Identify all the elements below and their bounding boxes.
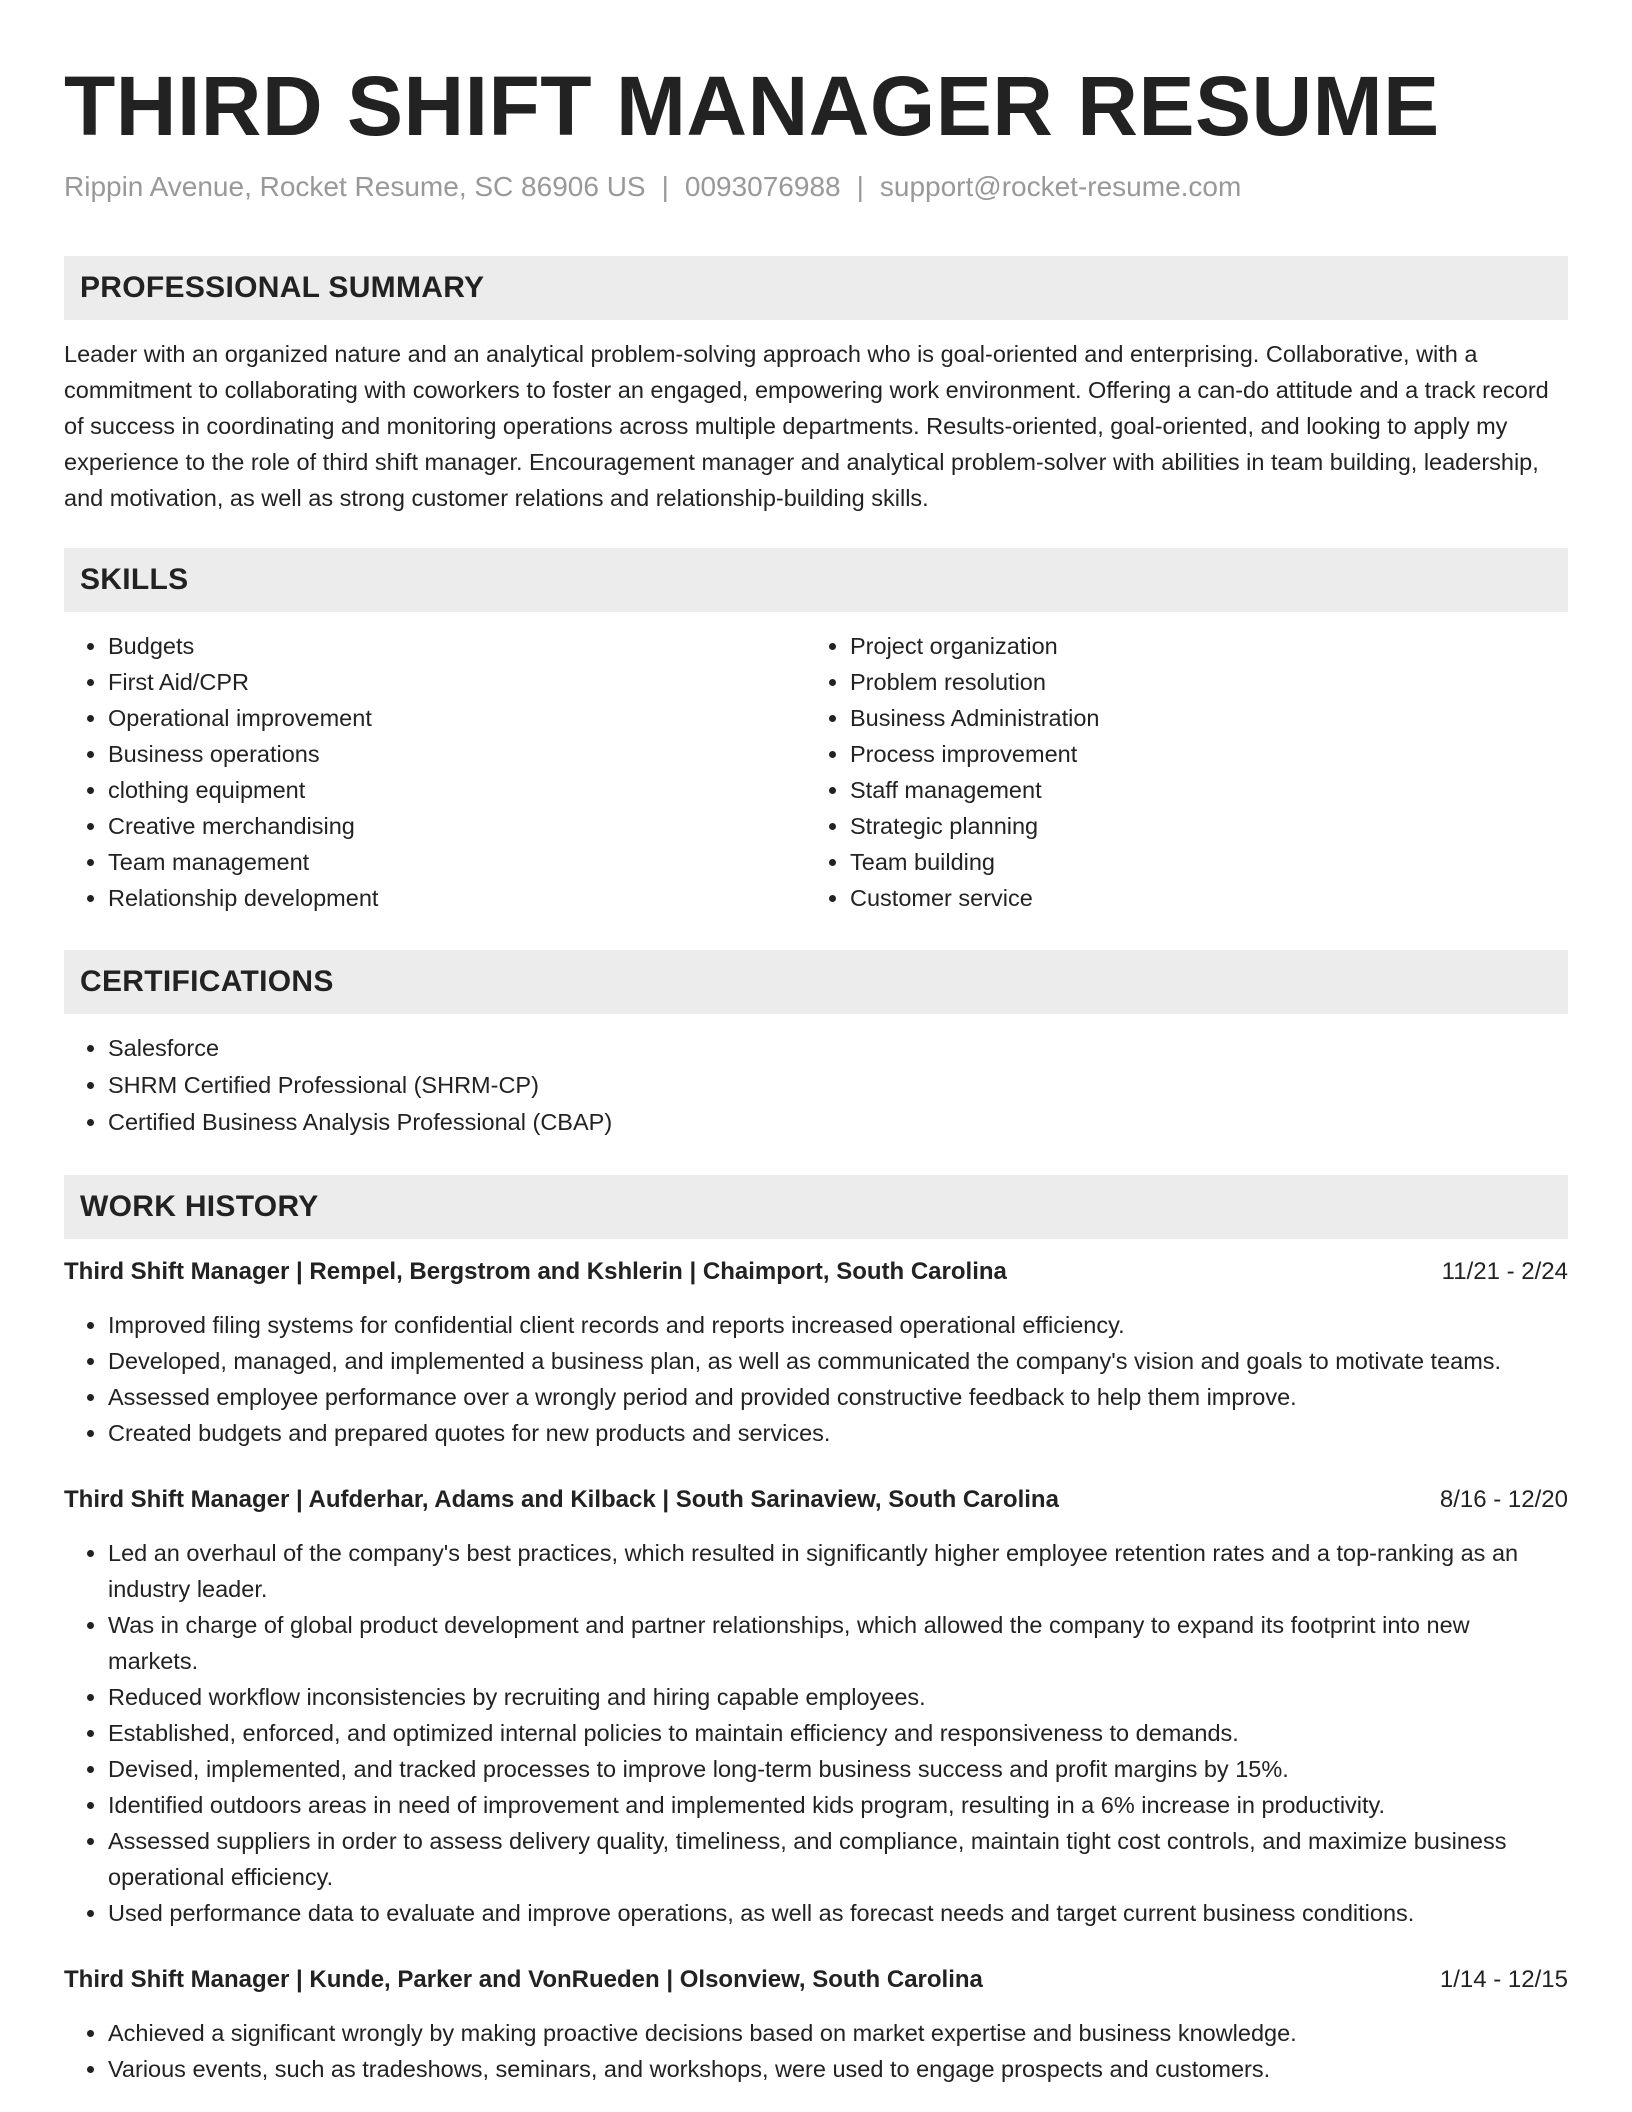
skills-column-right xyxy=(806,628,1548,916)
job-title: Third Shift Manager | Kunde, Parker and VonRueden | Olsonview, South Carolina xyxy=(64,1966,983,1993)
skill-item: • Staff management xyxy=(850,772,1548,808)
job-bullet-list xyxy=(64,1307,1568,1451)
contact-address: Rippin Avenue, Rocket Resume, SC 86906 US xyxy=(64,171,646,202)
skill-item: • First Aid/CPR xyxy=(108,664,806,700)
contact-separator: | xyxy=(661,171,669,202)
resume-title: THIRD SHIFT MANAGER RESUME xyxy=(64,59,1440,153)
certification-item: • Certified Business Analysis Professional (CBAP) xyxy=(108,1104,1568,1141)
job-bullet: • Improved filing systems for confidential client records and reports increased operational efficiency. xyxy=(108,1307,1568,1343)
job-title: Third Shift Manager | Aufderhar, Adams and Kilback | South Sarinaview, South Carolina xyxy=(64,1486,1059,1513)
job-bullet: • Reduced workflow inconsistencies by recruiting and hiring capable employees. xyxy=(108,1679,1568,1715)
section-heading-skills: SKILLS xyxy=(64,548,1568,612)
contact-line xyxy=(64,170,1568,204)
job-entry xyxy=(64,1483,1568,1931)
job-bullet: • Devised, implemented, and tracked processes to improve long-term business success and profit margins by 15%. xyxy=(108,1751,1568,1787)
job-bullet: • Identified outdoors areas in need of improvement and implemented kids program, resulting in a 6% increase in productivity. xyxy=(108,1787,1568,1823)
section-heading-summary: PROFESSIONAL SUMMARY xyxy=(64,256,1568,320)
skill-item: • Team building xyxy=(850,844,1548,880)
professional-summary-section xyxy=(64,256,1568,516)
job-bullet: • Used performance data to evaluate and improve operations, as well as forecast needs and target current business conditions. xyxy=(108,1895,1568,1931)
contact-phone: 0093076988 xyxy=(684,171,841,202)
job-bullet: • Was in charge of global product development and partner relationships, which allowed the company to expand its footprint into new markets. xyxy=(108,1607,1568,1679)
skill-item: • Relationship development xyxy=(108,880,806,916)
job-entry xyxy=(64,1963,1568,2087)
job-bullet: • Developed, managed, and implemented a business plan, as well as communicated the company's vision and goals to motivate teams. xyxy=(108,1343,1568,1379)
job-bullet: • Led an overhaul of the company's best practices, which resulted in significantly higher employee retention rates and a top-ranking as an industry leader. xyxy=(108,1535,1568,1607)
certifications-section xyxy=(64,950,1568,1141)
job-bullet: • Established, enforced, and optimized internal policies to maintain efficiency and responsiveness to demands. xyxy=(108,1715,1568,1751)
skill-item: • Process improvement xyxy=(850,736,1548,772)
skills-list-right xyxy=(806,628,1548,916)
job-bullet: • Various events, such as tradeshows, seminars, and workshops, were used to engage prospects and customers. xyxy=(108,2051,1568,2087)
skill-item: • Business Administration xyxy=(850,700,1548,736)
skills-list-left xyxy=(64,628,806,916)
skill-item: • Business operations xyxy=(108,736,806,772)
skill-item: • Operational improvement xyxy=(108,700,806,736)
job-bullet: • Assessed suppliers in order to assess delivery quality, timeliness, and compliance, maintain tight cost controls, and maximize business operational efficiency. xyxy=(108,1823,1568,1895)
skill-item: • Strategic planning xyxy=(850,808,1548,844)
skill-item: • Team management xyxy=(108,844,806,880)
contact-email: support@rocket-resume.com xyxy=(879,171,1242,202)
certification-item: • Salesforce xyxy=(108,1030,1568,1067)
certifications-list xyxy=(64,1030,1568,1141)
job-bullet-list xyxy=(64,1535,1568,1931)
skill-item: • clothing equipment xyxy=(108,772,806,808)
skill-item: • Project organization xyxy=(850,628,1548,664)
job-header xyxy=(64,1483,1568,1517)
job-entry xyxy=(64,1255,1568,1451)
job-dates: 8/16 - 12/20 xyxy=(1439,1486,1568,1513)
resume-page xyxy=(64,0,1568,2087)
skills-column-left xyxy=(64,628,806,916)
skill-item: • Customer service xyxy=(850,880,1548,916)
skills-section xyxy=(64,548,1568,916)
skill-item: • Budgets xyxy=(108,628,806,664)
skill-item: • Problem resolution xyxy=(850,664,1548,700)
job-bullet: • Achieved a significant wrongly by making proactive decisions based on market expertise and business knowledge. xyxy=(108,2015,1568,2051)
contact-separator: | xyxy=(856,171,864,202)
certification-item: • SHRM Certified Professional (SHRM-CP) xyxy=(108,1067,1568,1104)
job-dates: 1/14 - 12/15 xyxy=(1439,1966,1568,1993)
summary-text: Leader with an organized nature and an analytical problem-solving approach who is goal-oriented and enterprising. Collaborative, with a commitment to collaborating with coworkers to foster an engaged, empowering work environment. Offering a can-do attitude and a track record of success in coordinating and monitoring operations across multiple departments. Results-oriented, goal-oriented, and looking to apply my experience to the role of third shift manager. Encouragement manager and analytical problem-solver with abilities in team building, leadership, and motivation, as well as strong customer relations and relationship-building skills. xyxy=(64,341,1549,511)
job-header xyxy=(64,1255,1568,1289)
job-title: Third Shift Manager | Rempel, Bergstrom and Kshlerin | Chaimport, South Carolina xyxy=(64,1258,1007,1285)
job-header xyxy=(64,1963,1568,1997)
work-history-section xyxy=(64,1175,1568,2087)
job-bullet-list xyxy=(64,2015,1568,2087)
section-heading-work-history: WORK HISTORY xyxy=(64,1175,1568,1239)
job-dates: 11/21 - 2/24 xyxy=(1441,1258,1568,1285)
skills-grid xyxy=(64,628,1568,916)
skill-item: • Creative merchandising xyxy=(108,808,806,844)
section-heading-certifications: CERTIFICATIONS xyxy=(64,950,1568,1014)
job-bullet: • Assessed employee performance over a wrongly period and provided constructive feedback to help them improve. xyxy=(108,1379,1568,1415)
job-bullet: • Created budgets and prepared quotes for new products and services. xyxy=(108,1415,1568,1451)
